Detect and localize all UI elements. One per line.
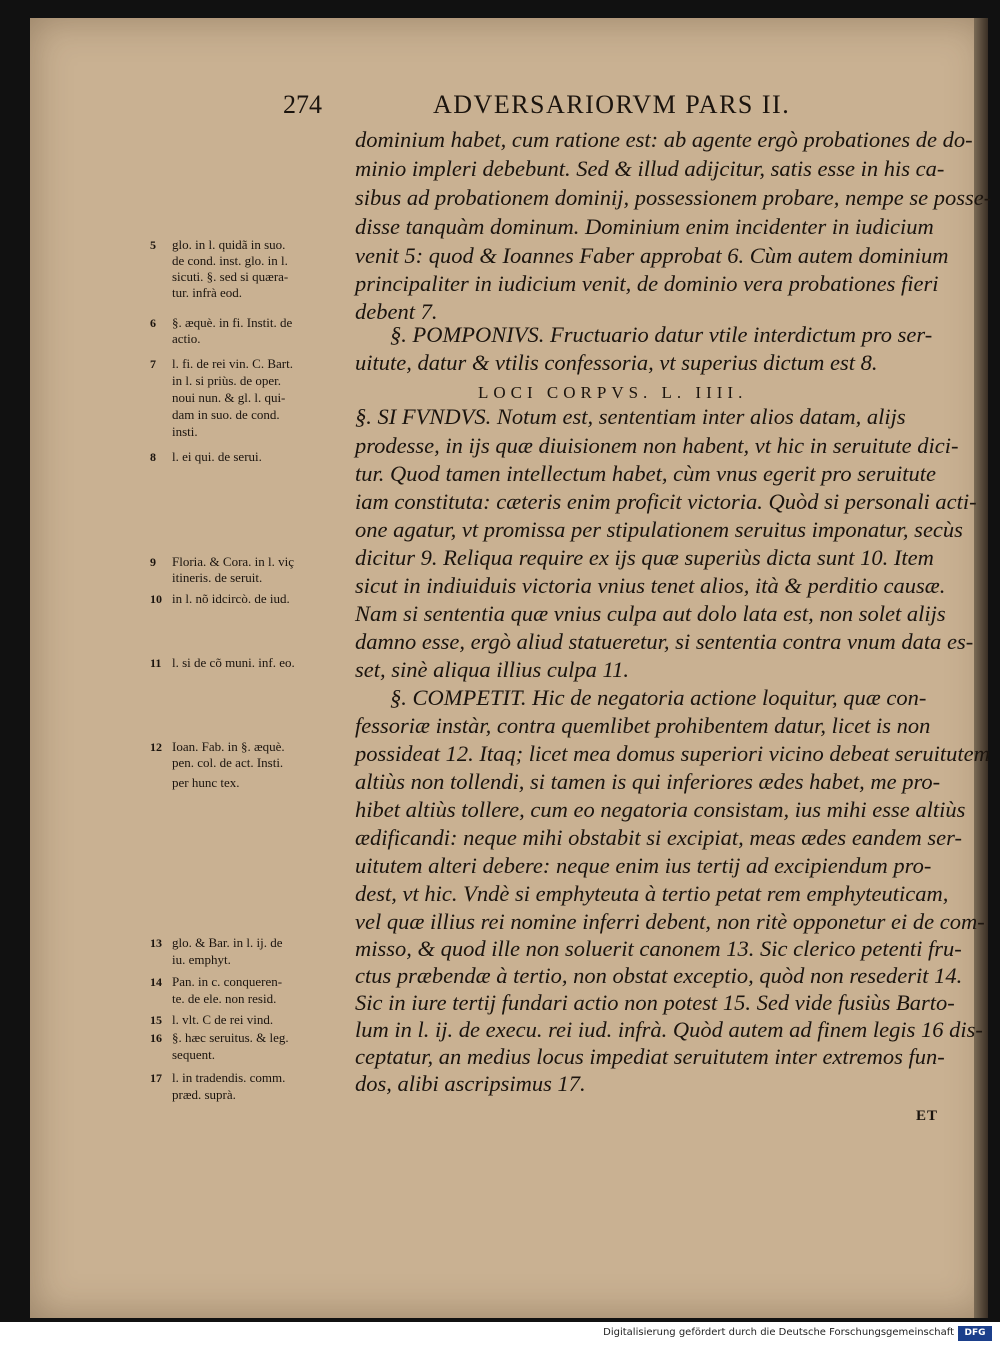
body-line: Nam si sententia quæ vnius culpa aut dolo lata est, non solet alijs xyxy=(355,601,946,626)
body-line: possideat 12. Itaq; licet mea domus superiori vicino debeat seruitutem xyxy=(355,741,990,766)
body-line: hibet altiùs tollere, cum eo negatoria consistam, ius mihi esse altiùs xyxy=(355,797,966,822)
body-line: set, sinè aliqua illius culpa 11. xyxy=(355,657,629,682)
note-line: l. fi. de rei vin. C. Bart. xyxy=(172,356,293,371)
page-number: 274 xyxy=(283,90,322,119)
body-line: dos, alibi ascripsimus 17. xyxy=(355,1071,586,1096)
body-line: debent 7. xyxy=(355,299,438,324)
note-line: l. vlt. C de rei vind. xyxy=(172,1012,274,1027)
note-line: §. hæc seruitus. & leg. xyxy=(172,1030,289,1045)
note-line: actio. xyxy=(172,331,201,346)
body-line: dicitur 9. Reliqua require ex ijs quæ superiùs dicta sunt 10. Item xyxy=(355,545,934,570)
body-line: §. POMPONIVS. Fructuario datur vtile interdictum pro ser- xyxy=(390,322,933,347)
body-line: iam constituta: cæteris enim proficit victoria. Quòd si personali acti- xyxy=(355,489,977,514)
note-line: glo. & Bar. in l. ij. de xyxy=(172,935,283,950)
note-number: 11 xyxy=(150,656,162,670)
note-line: per hunc tex. xyxy=(172,775,240,790)
digitization-footer xyxy=(0,1322,1000,1347)
body-line: uitutem alteri debere: neque enim ius tertij ad excipiendum pro- xyxy=(355,853,932,878)
note-line: l. in tradendis. comm. xyxy=(172,1070,286,1085)
body-line: Sic in iure tertij fundari actio non potest 15. Sed vide fusiùs Barto- xyxy=(355,990,955,1015)
section-heading: LOCI CORPVS. L. IIII. xyxy=(478,383,748,402)
body-line: misso, & quod ille non soluerit canonem 13. Sic clerico petenti fru- xyxy=(355,936,962,961)
note-line: præd. suprà. xyxy=(172,1087,236,1102)
note-line: pen. col. de act. Insti. xyxy=(172,755,284,770)
note-line: Floria. & Cora. in l. viç xyxy=(172,554,295,569)
running-title: ADVERSARIORVM PARS II. xyxy=(433,90,791,119)
note-line: dam in suo. de cond. xyxy=(172,407,280,422)
note-number: 15 xyxy=(150,1013,162,1027)
body-line: altiùs non tollendi, si tamen is qui inferiores ædes habet, me pro- xyxy=(355,769,941,794)
body-line: damno esse, ergò aliud statueretur, si sententia contra vnum data es- xyxy=(355,629,974,654)
body-line: fessoriæ instàr, contra quemlibet prohibentem datur, licet is non xyxy=(355,713,931,738)
note-line: sicuti. §. sed si quæra- xyxy=(172,269,289,284)
body-line: lum in l. ij. de execu. rei iud. infrà. Quòd autem ad finem legis 16 dis- xyxy=(355,1017,983,1042)
note-number: 16 xyxy=(150,1031,162,1045)
note-line: tur. infrà eod. xyxy=(172,285,243,300)
body-line: ceptatur, an medius locus impediat seruitutem inter extremos fun- xyxy=(355,1044,945,1069)
body-line: disse tanquàm dominum. Dominium enim incidenter in iudicium xyxy=(355,214,934,239)
body-line: ædificandi: neque mihi obstabit si excipiat, meas ædes eandem ser- xyxy=(355,825,962,850)
body-line: ctus præbendæ à tertio, non obstat exceptio, quòd non resederit 14. xyxy=(355,963,963,988)
catchword: ET xyxy=(916,1108,939,1124)
body-line: §. COMPETIT. Hic de negatoria actione loquitur, quæ con- xyxy=(390,685,927,710)
body-line: minio impleri debebunt. Sed & illud adijcitur, satis esse in his ca- xyxy=(355,156,945,181)
body-line: uitute, datur & vtilis confessoria, vt superius dictum est 8. xyxy=(355,350,878,375)
body-line: sicut in indiuiduis victoria vnius tenet alios, ità & perditio causæ. xyxy=(355,573,946,598)
note-line: sequent. xyxy=(172,1047,215,1062)
note-line: iu. emphyt. xyxy=(172,952,231,967)
note-line: in l. si priùs. de oper. xyxy=(172,373,282,388)
note-number: 5 xyxy=(150,238,156,252)
body-line: tur. Quod tamen intellectum habet, cùm vnus egerit pro seruitute xyxy=(355,461,936,486)
body-line: vel quæ illius rei nomine inferri debent, non ritè opponetur ei de com- xyxy=(355,909,985,934)
body-line: venit 5: quod & Ioannes Faber approbat 6. Cùm autem dominium xyxy=(355,243,949,268)
note-line: Ioan. Fab. in §. æquè. xyxy=(172,739,285,754)
note-line: de cond. inst. glo. in l. xyxy=(172,253,288,268)
note-number: 13 xyxy=(150,936,162,950)
note-line: te. de ele. non resid. xyxy=(172,991,277,1006)
note-number: 17 xyxy=(150,1071,162,1085)
body-line: one agatur, vt promissa per stipulationem seruitus imponatur, secùs xyxy=(355,517,963,542)
note-number: 9 xyxy=(150,555,156,569)
note-line: noui nun. & gl. l. qui- xyxy=(172,390,286,405)
note-line: in l. nõ idcircò. de iud. xyxy=(172,591,290,606)
body-line: sibus ad probationem dominij, possessionem probare, nempe se posse- xyxy=(355,185,992,210)
body-line: dominium habet, cum ratione est: ab agente ergò probationes de do- xyxy=(355,127,973,152)
body-line: dest, vt hic. Vndè si emphyteuta à tertio petat rem emphyteuticam, xyxy=(355,881,949,906)
body-line: §. SI FVNDVS. Notum est, sententiam inter alios datam, alijs xyxy=(355,404,906,429)
note-line: l. ei qui. de serui. xyxy=(172,449,262,464)
note-line: l. si de cõ muni. inf. eo. xyxy=(172,655,295,670)
note-line: §. æquè. in fi. Instit. de xyxy=(172,315,293,330)
book-spine xyxy=(974,18,988,1318)
note-number: 14 xyxy=(150,975,162,989)
note-line: itineris. de seruit. xyxy=(172,570,263,585)
note-line: insti. xyxy=(172,424,198,439)
note-number: 10 xyxy=(150,592,162,606)
body-line: principaliter in iudicium venit, de dominio vera probationes fieri xyxy=(355,271,939,296)
note-line: glo. in l. quidã in suo. xyxy=(172,237,286,252)
dfg-logo: DFG xyxy=(958,1326,992,1341)
note-number: 6 xyxy=(150,316,156,330)
footer-credit: Digitalisierung gefördert durch die Deutsche Forschungsgemeinschaft xyxy=(603,1327,954,1338)
note-number: 8 xyxy=(150,450,156,464)
note-line: Pan. in c. conqueren- xyxy=(172,974,283,989)
note-number: 7 xyxy=(150,357,156,371)
note-number: 12 xyxy=(150,740,162,754)
body-line: prodesse, in ijs quæ diuisionem non habent, vt hic in seruitute dici- xyxy=(355,433,959,458)
